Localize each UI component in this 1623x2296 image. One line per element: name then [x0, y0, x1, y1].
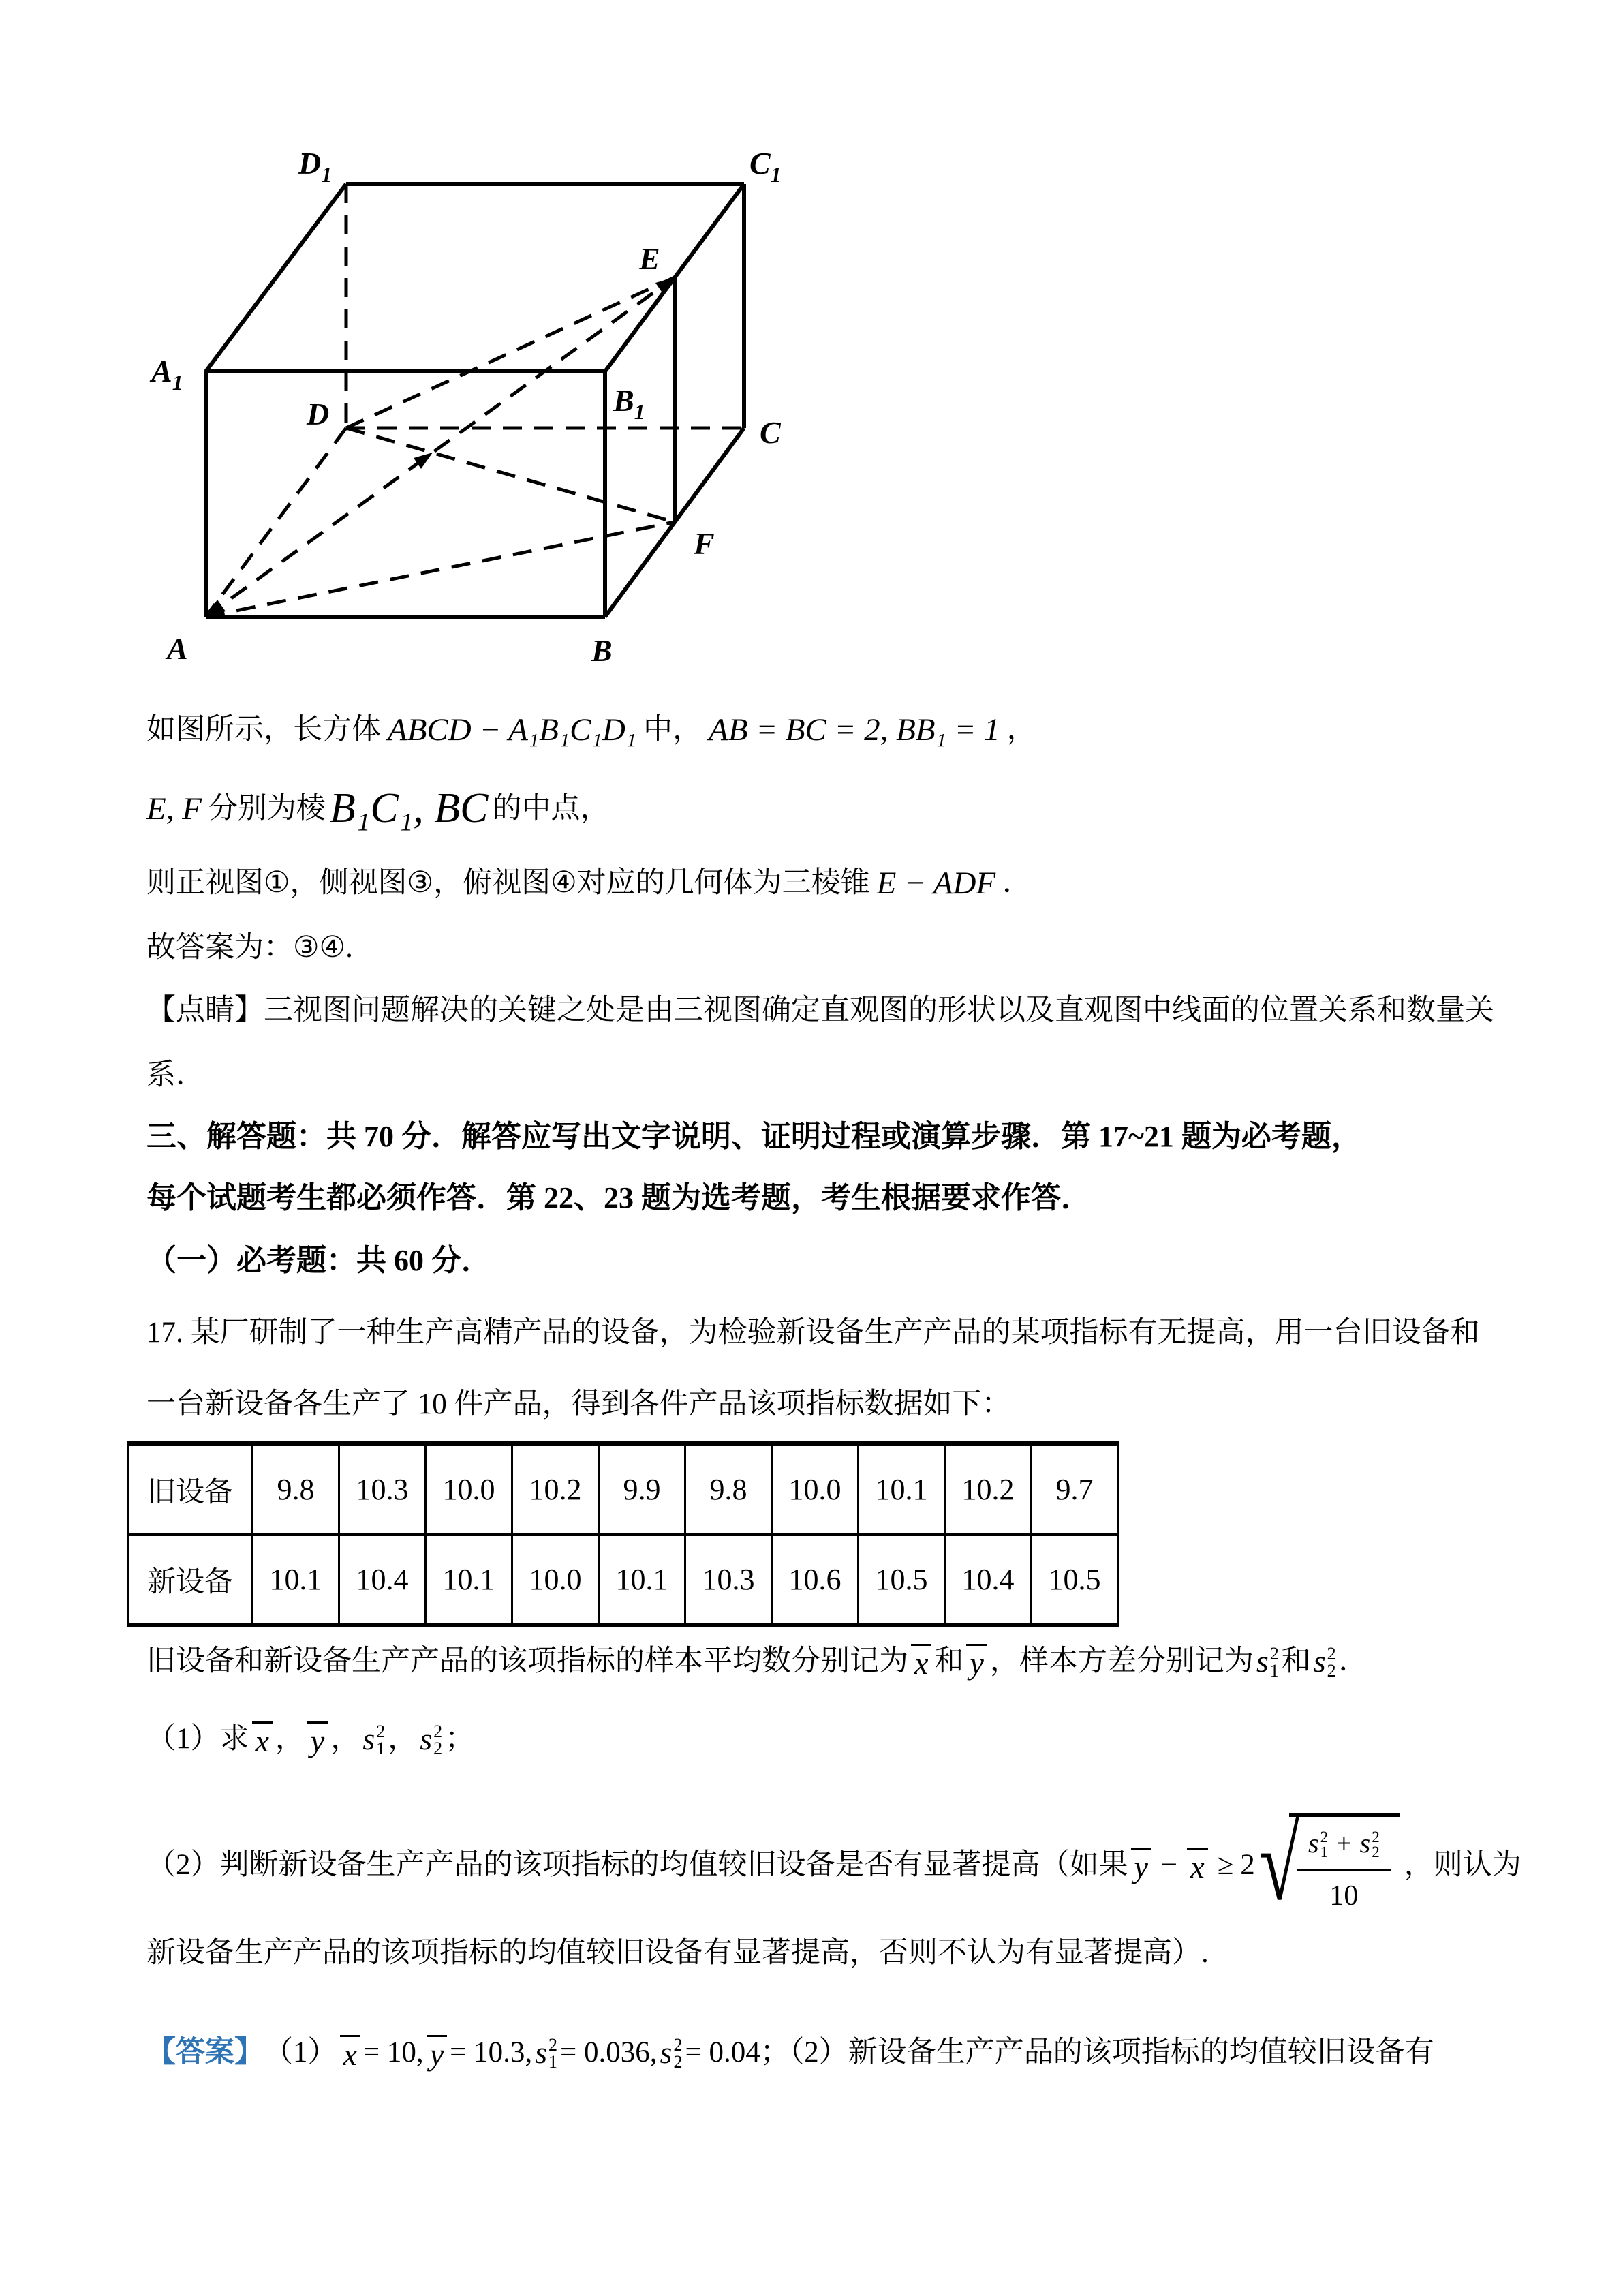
table-cell: 10.0 [772, 1444, 859, 1535]
stats-definition-line [146, 1640, 1368, 1683]
text-segment: ． [1338, 1645, 1368, 1677]
vertex-label-c1: $C_1$ [749, 146, 782, 187]
solution-line-1 [146, 707, 1036, 753]
vertex-label-d1: $D_1$ [298, 146, 333, 187]
cuboid-dashed-lines [206, 184, 744, 617]
section-heading-line-1 [146, 1115, 1361, 1159]
solution-answer-line [146, 927, 353, 969]
math-s1-squared: s 2 1 [1308, 1828, 1329, 1861]
plus-operator: + [1336, 1828, 1352, 1859]
math-ef: E, F [146, 791, 202, 827]
text-segment: （1）求 [146, 1722, 249, 1755]
row-label: 旧设备 [128, 1444, 253, 1535]
math-s1-squared: s 2 1 [1256, 1644, 1279, 1681]
vertex-label-a1: $A_1$ [151, 354, 183, 395]
text-segment: 如图所示，长方体 [146, 713, 381, 746]
math-tetrahedron: E − ADF [876, 866, 996, 901]
text-segment: 故答案为：③④. [146, 932, 353, 964]
sqrt-expression [1258, 1807, 1400, 1923]
text-segment: ， [275, 1722, 305, 1755]
text-segment: 和 [1281, 1645, 1311, 1677]
row-label: 新设备 [128, 1535, 253, 1625]
text-segment: ，则认为 [1404, 1848, 1521, 1881]
math-xbar: x [252, 1721, 273, 1757]
table-cell: 10.1 [859, 1444, 945, 1535]
math-xbar: x [340, 2035, 360, 2070]
table-cell: 10.2 [512, 1444, 599, 1535]
vertex-label-e: E [639, 241, 660, 276]
text-segment: ， [388, 1722, 418, 1755]
text-segment: 则正视图①，侧视图③，俯视图④对应的几何体为三棱锥 [146, 866, 870, 899]
table-cell: 10.0 [512, 1535, 599, 1625]
text-segment: ， [330, 1722, 360, 1755]
table-cell: 10.1 [253, 1535, 339, 1625]
vertex-label-f: F [694, 526, 715, 561]
math-edge-lengths: AB = BC = 2, BB₁ = 1 [709, 712, 1000, 748]
fraction-denominator: 10 [1329, 1880, 1359, 1912]
math-ybar: y [427, 2035, 447, 2070]
table-cell: 10.2 [945, 1444, 1032, 1535]
section-heading-line-2 [146, 1176, 1091, 1220]
math-cuboid-name: ABCD − A₁B₁C₁D₁ [388, 712, 637, 748]
table-cell: 9.8 [253, 1444, 339, 1535]
text-segment: 的中点， [492, 792, 610, 825]
text-segment: （2）判断新设备生产产品的该项指标的均值较旧设备是否有显著提高（如果 [146, 1848, 1128, 1881]
part1-question-line [146, 1715, 474, 1763]
text-segment: 新设备生产产品的该项指标的均值较旧设备有显著提高，否则不认为有显著提高）. [146, 1937, 1209, 1969]
tip-line-2 [146, 1054, 205, 1097]
table-cell: 10.5 [859, 1535, 945, 1625]
table-cell: 10.1 [426, 1535, 512, 1625]
minus-operator: − [1160, 1848, 1178, 1881]
table-cell: 10.3 [339, 1444, 426, 1535]
vertex-label-d: D [307, 397, 330, 431]
text-segment: ． [1002, 866, 1032, 899]
table-cell: 9.7 [1032, 1444, 1118, 1535]
text-segment: 一台新设备各生产了 10 件产品，得到各件产品该项指标数据如下： [146, 1388, 1011, 1420]
text-segment: 【点睛】三视图问题解决的关键之处是由三视图确定直观图的形状以及直观图中线面的位置关系和数量关 [146, 994, 1494, 1026]
table-cell: 10.0 [426, 1444, 512, 1535]
vertex-label-b1: $B_1$ [613, 383, 645, 424]
geq-operator: ≥ [1217, 1848, 1234, 1881]
table-cell: 9.8 [685, 1444, 772, 1535]
table-cell: 9.9 [599, 1444, 685, 1535]
question17-line-2 [146, 1383, 1011, 1426]
solution-line-2 [146, 784, 609, 834]
answer-line [146, 2029, 1434, 2077]
math-s2-squared: s 2 2 [1359, 1828, 1380, 1861]
text-segment: 分别为棱 [208, 792, 326, 825]
vertex-label-c: C [760, 415, 781, 450]
text-segment: ； [445, 1722, 475, 1755]
text-segment: ；（2）新设备生产产品的该项指标的均值较旧设备有 [760, 2036, 1434, 2068]
text-segment: 和 [934, 1645, 964, 1677]
table-cell: 10.5 [1032, 1535, 1118, 1625]
math-ybar: y [1131, 1848, 1151, 1883]
part2-question-line-2 [146, 1932, 1209, 1974]
table-cell: 10.1 [599, 1535, 685, 1625]
s1-value: = 0.036, [560, 2036, 658, 2068]
heading-text: （一）必考题：共 60 分． [146, 1244, 491, 1277]
math-s1-squared: s 2 1 [362, 1721, 386, 1758]
text-segment: 旧设备和新设备生产产品的该项指标的样本平均数分别记为 [146, 1645, 908, 1677]
text-segment: 17. 某厂研制了一种生产高精产品的设备，为检验新设备生产产品的某项指标有无提高，用一台旧设备和 [146, 1317, 1480, 1349]
section-subheading [146, 1239, 491, 1283]
table-cell: 10.4 [339, 1535, 426, 1625]
table-row-new-device [128, 1535, 1118, 1625]
vertex-label-a: A [167, 631, 188, 666]
math-midpoint-edges: B₁C₁, BC [329, 785, 489, 832]
text-segment: 中， [643, 713, 702, 746]
heading-text: 每个试题考生都必须作答．第 22、23 题为选考题，考生根据要求作答． [146, 1181, 1091, 1214]
s2-value: = 0.04 [685, 2036, 760, 2068]
answer-label: 【答案】 [146, 2036, 264, 2068]
text-segment: （1） [264, 2036, 337, 2068]
ybar-value: = 10.3, [450, 2036, 533, 2068]
coefficient-two: 2 [1240, 1848, 1255, 1881]
vertex-label-b: B [591, 633, 613, 668]
math-xbar: x [911, 1644, 931, 1679]
math-s2-squared: s 2 2 [660, 2035, 683, 2072]
radical-sign: √ [1258, 1807, 1299, 1923]
table-cell: 10.4 [945, 1535, 1032, 1625]
indicator-data-table [127, 1441, 1119, 1627]
xbar-value: = 10, [362, 2036, 424, 2068]
cuboid-figure [136, 133, 818, 699]
heading-text: 三、解答题：共 70 分．解答应写出文字说明、证明过程或演算步骤．第 17~21 题为必考题， [146, 1120, 1361, 1153]
solution-line-3 [146, 860, 1032, 906]
cuboid-solid-edges [206, 184, 744, 617]
text-segment: ，样本方差分别记为 [989, 1645, 1254, 1677]
text-segment: ， [1006, 713, 1036, 746]
math-ybar: y [966, 1644, 987, 1679]
math-ybar: y [307, 1721, 328, 1757]
fraction [1297, 1824, 1391, 1917]
tip-line-1 [146, 990, 1494, 1032]
part2-question-line [146, 1807, 1521, 1923]
table-cell: 10.6 [772, 1535, 859, 1625]
arrowhead-mid-ae [414, 453, 433, 469]
question17-line-1 [146, 1312, 1480, 1354]
text-segment: 系． [146, 1059, 205, 1091]
table-row-old-device [128, 1444, 1118, 1535]
math-xbar: x [1187, 1848, 1207, 1883]
math-s1-squared: s 2 1 [535, 2035, 558, 2072]
math-s2-squared: s 2 2 [1313, 1644, 1336, 1681]
math-s2-squared: s 2 2 [420, 1721, 443, 1758]
table-cell: 10.3 [685, 1535, 772, 1625]
